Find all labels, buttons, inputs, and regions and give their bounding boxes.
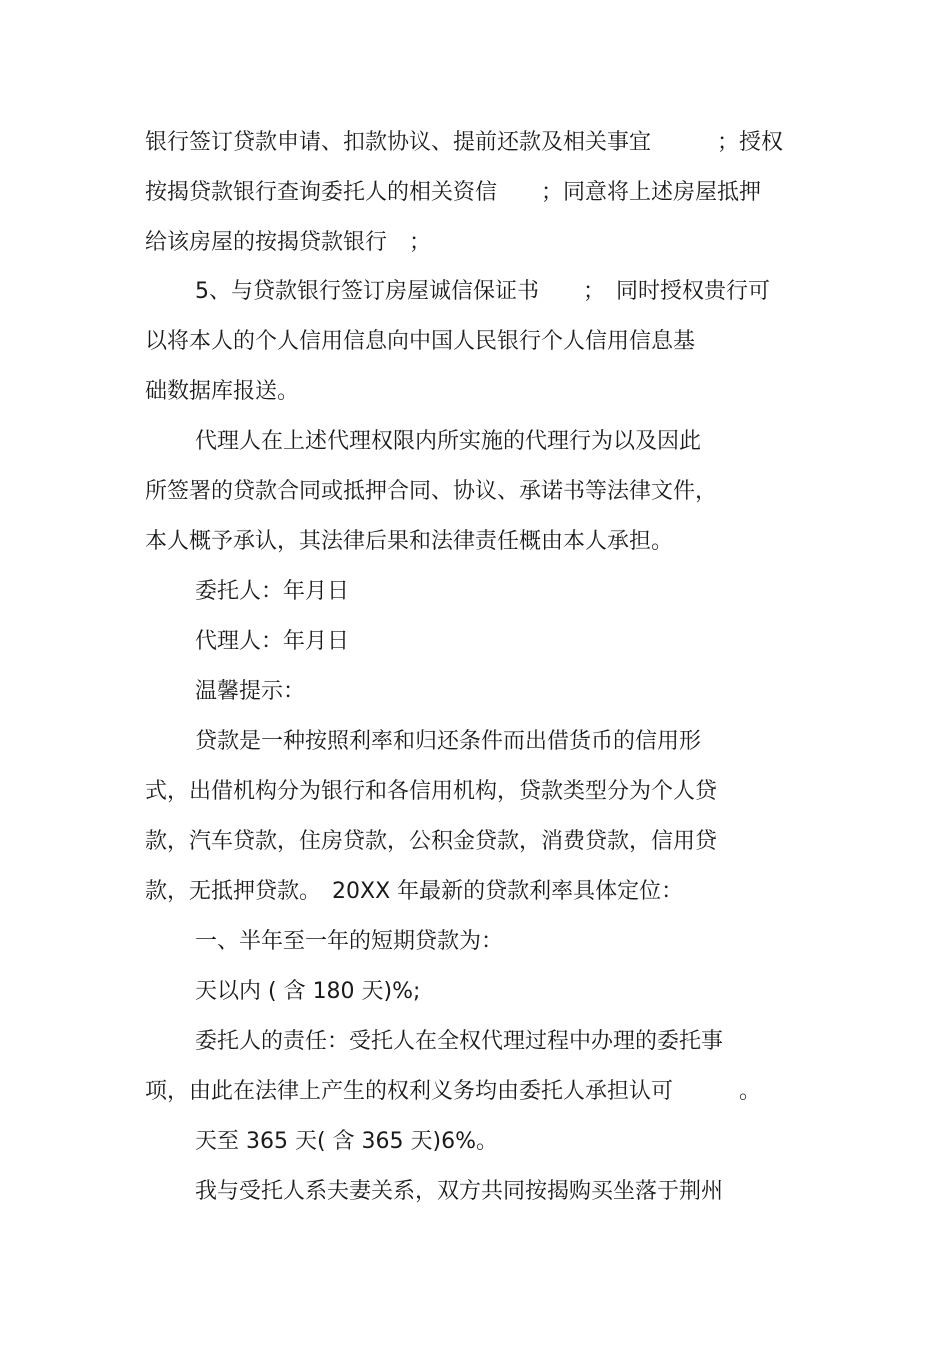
text-line: 式，出借机构分为银行和各信用机构，贷款类型分为个人贷: [145, 779, 718, 804]
signature-line-agent: 代理人：年月日: [195, 629, 350, 654]
text-line: 以将本人的个人信用信息向中国人民银行个人信用信息基: [145, 329, 696, 354]
text-line: 础数据库报送。: [145, 379, 300, 404]
text-line: 款，汽车贷款，住房贷款，公积金贷款，消费贷款，信用贷: [145, 829, 718, 854]
text-line: 款，无抵押贷款。 20XX 年最新的贷款利率具体定位：: [145, 879, 684, 904]
text-line: 天以内 ( 含 180 天)%;: [195, 979, 421, 1004]
section-heading: 温馨提示：: [195, 679, 306, 704]
text-line: 本人概予承认，其法律后果和法律责任概由本人承担。: [145, 529, 674, 554]
text-line: 给该房屋的按揭贷款银行 ；: [145, 230, 432, 255]
text-line: 按揭贷款银行查询委托人的相关资信 ；同意将上述房屋抵押: [145, 180, 762, 205]
text-line: 一、半年至一年的短期贷款为：: [195, 929, 504, 954]
text-line: 所签署的贷款合同或抵押合同、协议、承诺书等法律文件，: [145, 479, 718, 504]
text-line: 5、与贷款银行签订房屋诚信保证书 ； 同时授权贵行可: [195, 279, 770, 304]
text-line: 天至 365 天( 含 365 天)6%。: [195, 1129, 499, 1154]
text-line: 代理人在上述代理权限内所实施的代理行为以及因此: [195, 429, 702, 454]
text-line: 贷款是一种按照利率和归还条件而出借货币的信用形: [195, 729, 702, 754]
signature-line-principal: 委托人：年月日: [195, 579, 350, 604]
text-line: 委托人的责任：受托人在全权代理过程中办理的委托事: [195, 1029, 724, 1054]
text-line: 我与受托人系夫妻关系，双方共同按揭购买坐落于荆州: [195, 1179, 724, 1204]
text-line: 银行签订贷款申请、扣款协议、提前还款及相关事宜 ；授权: [145, 130, 784, 155]
text-line: 项，由此在法律上产生的权利义务均由委托人承担认可 。: [145, 1079, 762, 1104]
